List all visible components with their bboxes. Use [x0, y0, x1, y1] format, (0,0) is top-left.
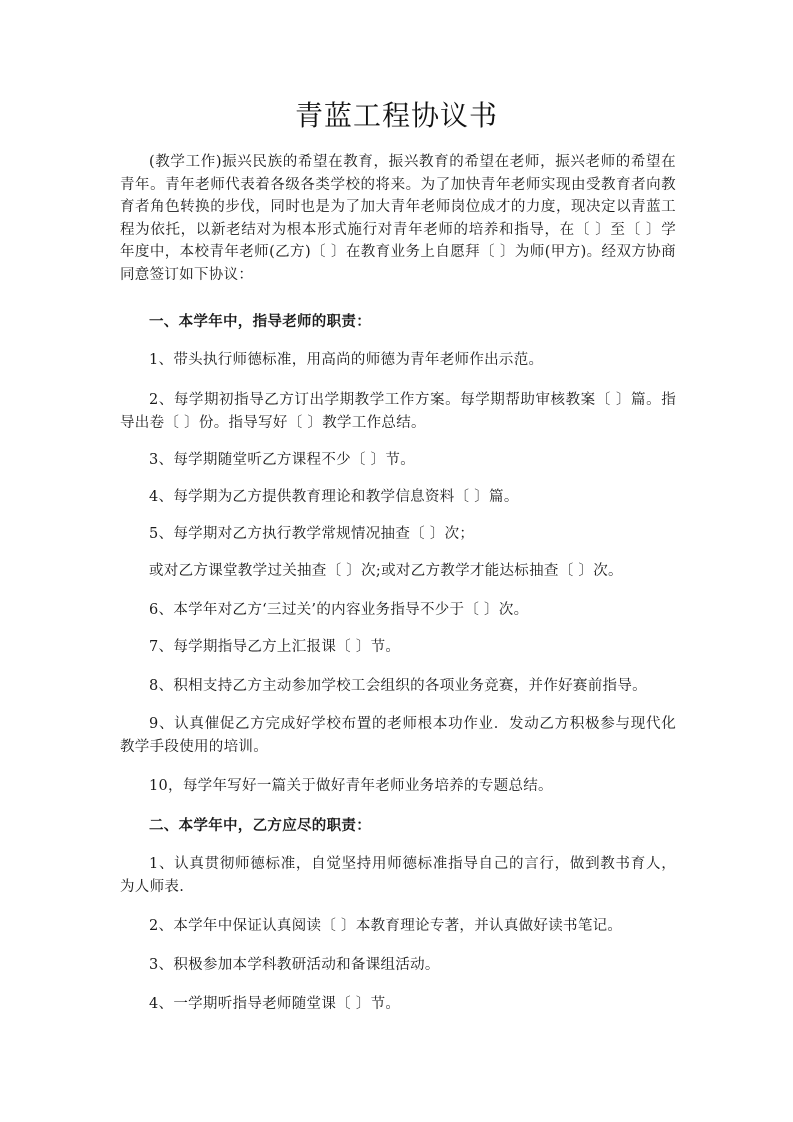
section1-item-9: 9、认真催促乙方完成好学校布置的老师根本功作业．发动乙方积极参与现代化教学手段使用的培训。	[120, 715, 676, 755]
document-body	[120, 151, 676, 1016]
section2-item-3: 3、积极参加本学科教研活动和备课组活动。	[149, 956, 440, 973]
section1-item-2: 2、每学期初指导乙方订出学期教学工作方案。每学期帮助审核教案〔 〕篇。指导出卷〔 〕份。指导写好〔 〕教学工作总结。	[120, 391, 676, 431]
section1-item-6: 6、本学年对乙方‘三过关’的内容业务指导不少于〔 〕次。	[149, 601, 529, 618]
section2-item-4: 4、一学期听指导老师随堂课〔 〕节。	[149, 995, 401, 1012]
section1-heading: 一、本学年中，指导老师的职责：	[149, 312, 371, 330]
section1-item-7: 7、每学期指导乙方上汇报课〔 〕节。	[149, 638, 401, 655]
intro-paragraph: (教学工作)振兴民族的希望在教育，振兴教育的希望在老师，振兴老师的希望在青年。青年老师代表着各级各类学校的将来。为了加快青年老师实现由受教育者向教育者角色转换的步伐，同时也是为了加大青年老师岗位成才的力度，现决定以青蓝工程为依托，以新老结对为根本形式施行对青年老师的培养和指导，在〔 〕至〔 〕学年度中，本校青年老师(乙方)〔 〕在教育业务上自愿拜〔 〕为师(甲方)。经双方协商同意签订如下协议：	[120, 154, 676, 283]
section1-item-8: 8、积相支持乙方主动参加学校工会组织的各项业务竞赛，并作好赛前指导。	[149, 677, 647, 694]
section1-item-3: 3、每学期随堂听乙方课程不少〔 〕节。	[149, 451, 416, 468]
section1-item-1: 1、带头执行师德标准，用高尚的师德为青年老师作出示范。	[149, 351, 544, 368]
section1-item-5-continued: 或对乙方课堂教学过关抽查〔 〕次;或对乙方教学才能达标抽查〔 〕次。	[149, 562, 623, 579]
section2-item-1: 1、认真贯彻师德标准，自觉坚持用师德标准指导自己的言行，做到教书育人，为人师表.	[120, 855, 676, 895]
section1-item-4: 4、每学期为乙方提供教育理论和教学信息资料〔 〕篇。	[149, 488, 519, 505]
section2-item-2: 2、本学年中保证认真阅读〔 〕本教育理论专著，并认真做好读书笔记。	[149, 917, 623, 934]
section1-item-5: 5、每学期对乙方执行教学常规情况抽查〔 〕次；	[149, 525, 475, 542]
section2-heading: 二、本学年中，乙方应尽的职责：	[149, 816, 371, 834]
section1-item-10: 10，每学年写好一篇关于做好青年老师业务培养的专题总结。	[149, 777, 553, 794]
document-title: 青蓝工程协议书	[294, 99, 498, 132]
